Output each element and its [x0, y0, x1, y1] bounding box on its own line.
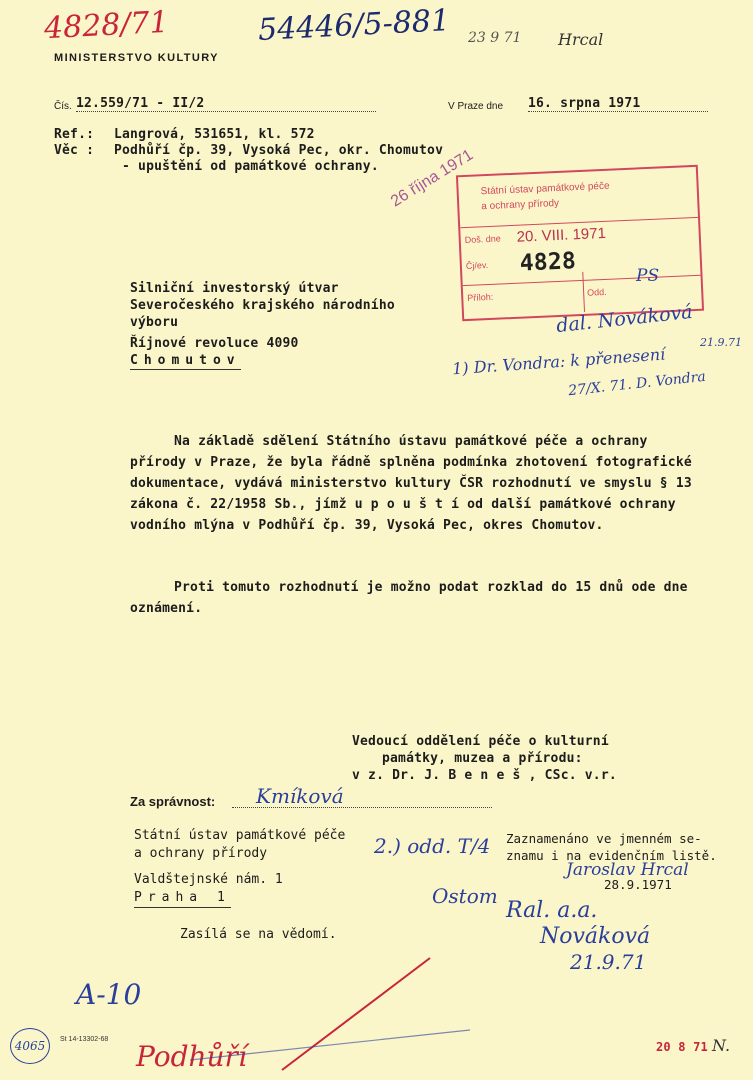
vec-line-2: - upuštění od památkové ochrany. [122, 159, 379, 174]
stamp-line-2: a ochrany přírody [481, 197, 560, 213]
margin-note-2-date: 27/X. 71. D. Vondra [567, 368, 707, 400]
registry-date: 28.9.1971 [604, 877, 672, 892]
stamp-initials: PS [636, 266, 660, 286]
a10-note: A-10 [76, 978, 142, 1011]
handwritten-file-number-center: 54446/5-881 [257, 2, 451, 49]
addressee-city: Chomutov [130, 353, 241, 368]
red-date-stamp: 20 8 71 [656, 1040, 708, 1054]
za-spravnost-signature: Kmíková [256, 784, 344, 808]
ad-acta-note: Ral. a.a. [506, 898, 598, 923]
copy-recipient-line-2: a ochrany přírody [134, 846, 268, 861]
addressee-line-2: Severočeského krajského národního [130, 298, 395, 313]
margin-note-1-date: 21.9.71 [700, 336, 742, 349]
stamp-number-label: Čj/ev. [465, 260, 489, 271]
margin-note-1: dal. Nováková [555, 300, 694, 338]
handwritten-signature-top: Hrcal [558, 30, 604, 49]
margin-note-2: 1) Dr. Vondra: k přenesení [451, 344, 666, 379]
stamp-attach-label: Příloh: [467, 291, 494, 303]
signature-line-3: v z. Dr. J. B e n e š , CSc. v.r. [352, 768, 617, 783]
podhuri-note: Podhůří [136, 1040, 247, 1073]
registry-line-1: Zaznamenáno ve jmenném se- [506, 831, 702, 846]
copy-recipient-line-1: Státní ústav památkové péče [134, 828, 346, 843]
vec-line-1: Podhůří čp. 39, Vysoká Pec, okr. Chomutov [114, 143, 444, 158]
circled-number: 4065 [10, 1028, 50, 1064]
addressee-line-4: Říjnové revoluce 4090 [130, 336, 299, 351]
handwritten-file-number-left: 4828/71 [43, 4, 170, 47]
stamp-received-label: Doš. dne [464, 233, 501, 246]
stamp-line-1: Státní ústav památkové péče [480, 180, 610, 198]
addressee-line-1: Silniční investorský útvar [130, 281, 339, 296]
vec-label: Věc : [54, 143, 95, 158]
cis-label: Čís. [54, 101, 72, 112]
body-paragraph-1: Na základě sdělení Státního ústavu památkové péče a ochrany přírody v Praze, že byla řádně splněna podmínka zhotovení fotografické dokumentace, vydává ministerstvo kultury ČSR rozhodnutí ve smyslu § 13 zákona č. 22/1958 Sb., jímž u p o u š t í od další památkové ochrany vodního mlýna v Podhůří čp. 39, Vysoká Pec, okres Chomutov. [130, 434, 692, 533]
red-pen-stroke [282, 958, 430, 1070]
red-date-suffix: N. [712, 1036, 731, 1055]
copy-recipient-city: Praha 1 [134, 889, 231, 908]
ref-value: Langrová, 531651, kl. 572 [114, 127, 315, 142]
bottom-signature: Nováková [540, 924, 651, 949]
ostom-note: Ostom [432, 884, 498, 908]
body-paragraph-2: Proti tomuto rozhodnutí je možno podat rozklad do 15 dnů ode dne oznámení. [130, 580, 688, 616]
registry-signature: Jaroslav Hrcal [566, 860, 689, 880]
stamp-number: 4828 [519, 248, 577, 277]
registry-handwritten-prefix: 2.) odd. T/4 [374, 834, 491, 858]
addressee-line-3: výboru [130, 315, 179, 330]
ref-label: Ref.: [54, 127, 95, 142]
place-label: V Praze dne [448, 101, 504, 112]
handwritten-date-stamp: 23 9 71 [468, 30, 522, 46]
diagonal-received-date-stamp: 26 října 1971 [388, 146, 477, 211]
ministry-header: MINISTERSTVO KULTURY [54, 52, 219, 64]
copy-note: Zasílá se na vědomí. [180, 927, 337, 942]
stamp-odd-label: Odd. [586, 286, 607, 298]
print-code: St 14-13302-68 [60, 1036, 109, 1043]
bottom-signature-date: 21.9.71 [570, 950, 647, 974]
stamp-received-date: 20. VIII. 1971 [516, 224, 607, 246]
signature-line-1: Vedoucí oddělení péče o kulturní [352, 734, 609, 749]
za-spravnost-label: Za správnost: [130, 794, 216, 809]
date-value: 16. srpna 1971 [528, 96, 708, 112]
cis-value: 12.559/71 - II/2 [76, 96, 376, 112]
signature-line-2: památky, muzea a přírodu: [382, 751, 583, 766]
registry-line-2: znamu i na evidenčním listě. [506, 848, 717, 863]
copy-recipient-line-3: Valdštejnské nám. 1 [134, 872, 283, 887]
